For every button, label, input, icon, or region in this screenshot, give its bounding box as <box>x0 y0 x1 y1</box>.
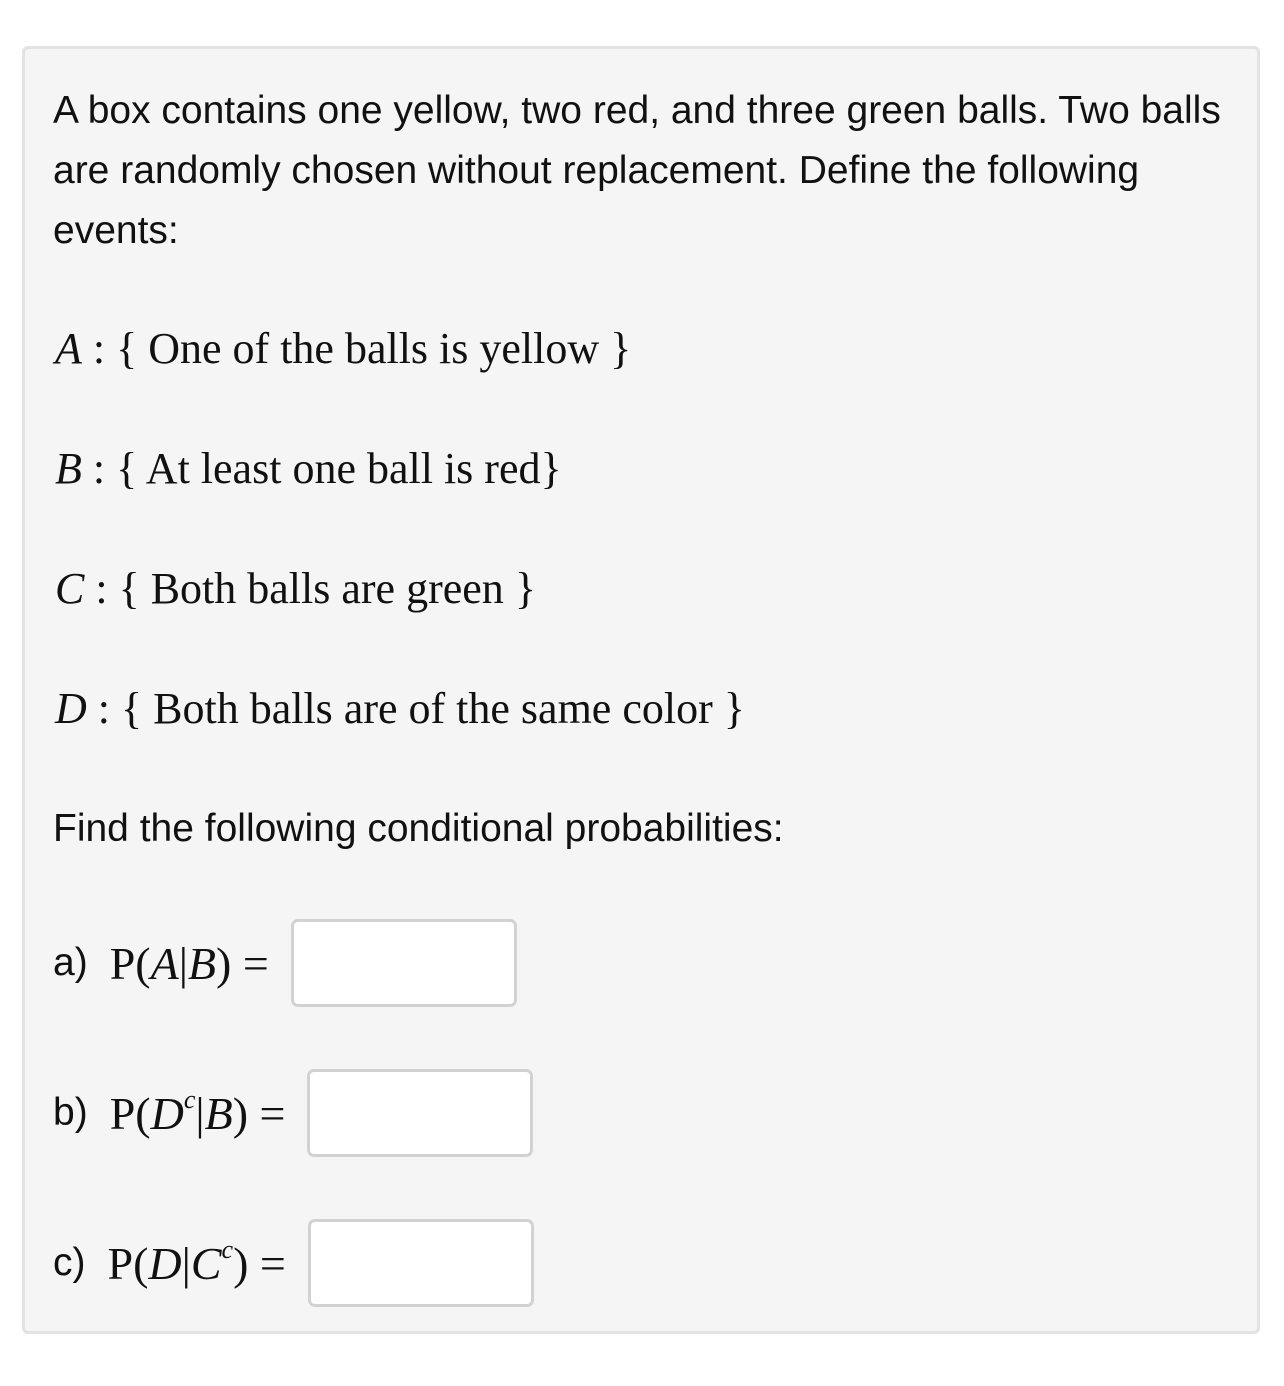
event-b-close: } <box>540 444 562 493</box>
event-a-close: } <box>610 324 632 373</box>
answer-a-input[interactable] <box>291 919 517 1007</box>
question-c-expression: $P(D|C^c)$ = <box>107 1235 286 1289</box>
event-a-sep: : { <box>81 324 138 373</box>
event-a-text: One of the balls is yellow <box>137 324 611 373</box>
event-c-var: C <box>55 564 85 613</box>
answer-b-input[interactable] <box>307 1069 533 1157</box>
question-a <box>53 919 517 1007</box>
instruction-text: Find the following conditional probabilities: <box>53 807 784 850</box>
event-d-text: Both balls are of the same color <box>142 684 724 733</box>
event-c-text: Both balls are green <box>139 564 515 613</box>
event-d <box>55 681 745 737</box>
event-a-var: A <box>55 324 82 373</box>
event-b-sep: : { <box>81 444 138 493</box>
question-c-letter: c) <box>53 1241 86 1284</box>
problem-intro: A box contains one yellow, two red, and three green balls. Two balls are randomly chosen without replacement. Define the following events: <box>53 89 1221 252</box>
answer-c-input[interactable] <box>308 1219 534 1307</box>
event-b-text: At least one ball is red <box>137 444 541 493</box>
event-a <box>55 321 631 377</box>
question-card <box>22 46 1260 1334</box>
event-c-close: } <box>514 564 536 613</box>
event-d-sep: : { <box>86 684 143 733</box>
event-b <box>55 441 562 497</box>
event-d-close: } <box>723 684 745 733</box>
event-c <box>55 561 536 617</box>
event-c-sep: : { <box>84 564 140 613</box>
question-a-letter: a) <box>53 941 88 984</box>
question-b <box>53 1069 533 1157</box>
question-a-expression: P(A|B) = <box>109 937 269 989</box>
question-c <box>53 1219 534 1307</box>
question-b-expression: $P(D^c|B)$ = <box>109 1085 286 1139</box>
question-b-letter: b) <box>53 1091 88 1134</box>
event-d-var: D <box>55 684 87 733</box>
event-b-var: B <box>55 444 82 493</box>
